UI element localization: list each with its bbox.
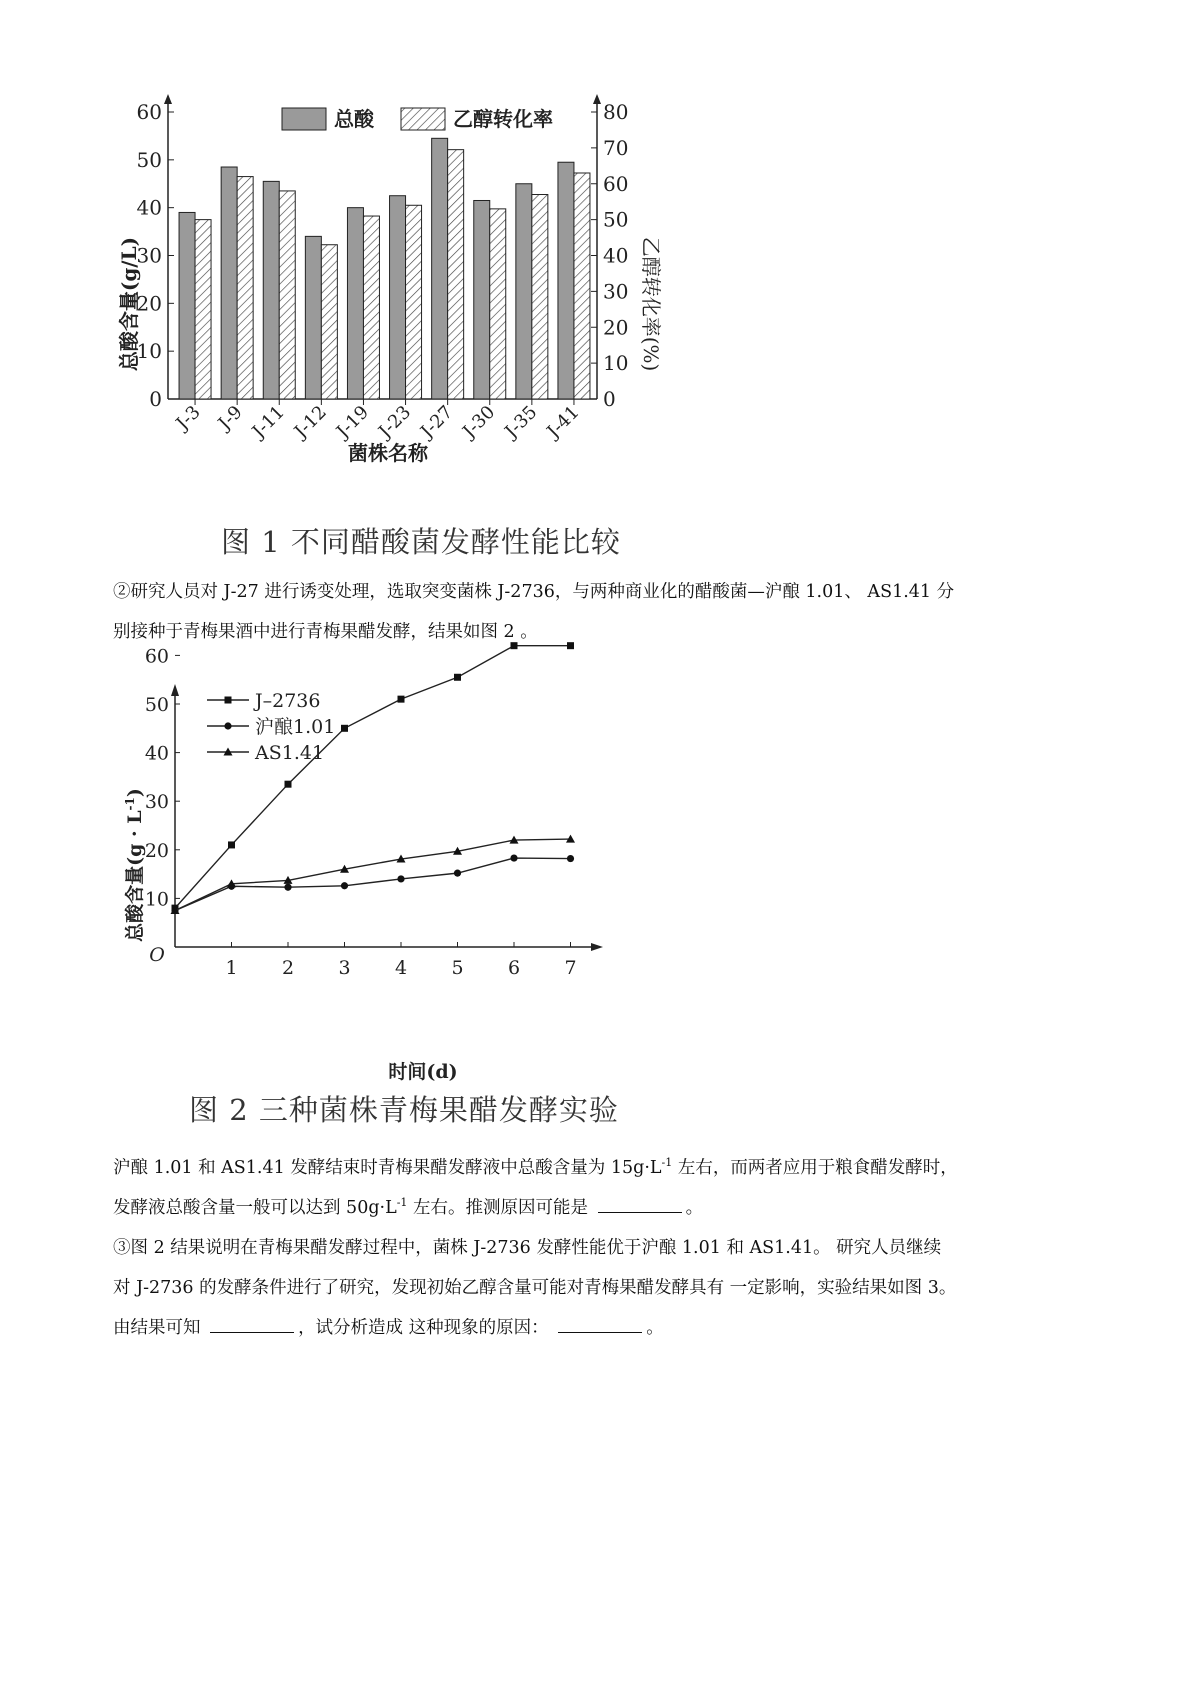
fig1-left-tick-label: 0 <box>149 387 162 411</box>
fig1-bar-total-acid <box>516 184 532 399</box>
figure1-caption: 图 1 不同醋酸菌发酵性能比较 <box>221 525 621 559</box>
fig1-left-tick-label: 20 <box>136 291 162 316</box>
fig2-data-point <box>285 781 292 788</box>
fig2-data-point <box>454 870 461 877</box>
fig2-data-point <box>567 855 574 862</box>
fig1-legend-label-total-acid: 总酸 <box>334 107 374 131</box>
fig1-bar-ethanol-conversion <box>574 173 590 399</box>
fig1-right-tick-label: 10 <box>603 351 629 376</box>
fig1-bar-total-acid <box>347 208 363 399</box>
fig1-right-tick-label: 0 <box>603 387 616 411</box>
paragraph-1 <box>113 572 1093 652</box>
fig1-right-tick-label: 80 <box>603 100 629 124</box>
fig1-bar-total-acid <box>558 162 574 399</box>
fig1-ylabel: 总酸含量(g/L) <box>117 236 141 372</box>
fig1-bar-ethanol-conversion <box>406 205 422 399</box>
fig1-x-tick-label: J-30 <box>458 401 500 443</box>
fig2-legend-label: AS1.41 <box>255 742 325 764</box>
fig2-x-tick-label: 1 <box>225 957 238 979</box>
fig2-origin-label: O <box>149 944 165 966</box>
fig2-x-tick-label: 6 <box>507 957 521 979</box>
fig1-bar-ethanol-conversion <box>532 195 548 399</box>
fig2-data-point <box>284 884 291 891</box>
fig1-bar-ethanol-conversion <box>195 220 211 399</box>
fig1-bar-ethanol-conversion <box>363 216 379 399</box>
fig2-x-tick-label: 4 <box>394 957 408 979</box>
paragraph-2-line-3: ③图 2 结果说明在青梅果醋发酵过程中，菌株 J-2736 发酵性能优于沪酿 1.01 和 AS1.41。 研究人员继续 <box>113 1238 942 1258</box>
fig1-right-tick-label: 70 <box>603 135 629 160</box>
fig2-data-point <box>341 725 348 732</box>
fig2-ylabel: 总酸含量$(g \cdot L^{-1})$ <box>123 788 146 942</box>
answer-blank-2[interactable] <box>210 1316 294 1333</box>
fig1-x-tick-label: J-23 <box>374 401 416 443</box>
fig1-bar-ethanol-conversion <box>237 177 253 399</box>
fig2-x-tick-label: 3 <box>338 957 351 979</box>
fig2-y-tick-label: 20 <box>144 839 169 862</box>
fig2-legend-label: J–2736 <box>255 690 321 712</box>
fig1-x-tick-label: J-12 <box>290 401 331 443</box>
fig1-legend-swatch-total-acid <box>282 108 326 130</box>
fig1-bar-total-acid <box>390 196 406 399</box>
paragraph-1-line-2: 别接种于青梅果酒中进行青梅果醋发酵，结果如图 2 。 <box>113 622 538 642</box>
fig2-y-axis-arrow <box>171 684 179 696</box>
fig1-bar-ethanol-conversion <box>321 245 337 399</box>
fig1-bar-total-acid <box>263 181 279 399</box>
fig1-left-tick-label: 30 <box>136 243 162 268</box>
fig1-left-axis-arrow <box>164 94 172 104</box>
fig2-xlabel: 时间(d) <box>388 1061 458 1083</box>
paragraph-2-line-2: 发酵液总酸含量一般可以达到 $50g\cdot L^{-1}$ 左右。推测原因可能是 。 <box>113 1196 704 1218</box>
fig1-y2label: 乙醇转化率(%) <box>639 236 663 372</box>
fig2-data-point <box>398 696 405 703</box>
paragraph-1-line-1: ②研究人员对 J-27 进行诱变处理，选取突变菌株 J-2736，与两种商业化的醋酸菌—沪酿 1.01、 AS1.41 分 <box>113 582 955 602</box>
fig1-bar-total-acid <box>179 212 195 399</box>
paragraph-2 <box>113 1148 1093 1348</box>
figure2-caption: 图 2 三种菌株青梅果醋发酵实验 <box>189 1093 619 1127</box>
fig1-left-tick-label: 10 <box>136 339 162 364</box>
fig2-x-tick-label: 2 <box>281 957 295 979</box>
fig1-right-tick-label: 50 <box>603 207 629 232</box>
answer-blank-1[interactable] <box>598 1196 682 1213</box>
fig2-x-tick-label: 7 <box>564 957 577 979</box>
fig1-xlabel: 菌株名称 <box>348 441 428 465</box>
fig1-x-tick-label: J-41 <box>543 401 584 443</box>
fig1-x-tick-label: J-3 <box>172 401 205 435</box>
fig1-right-tick-label: 20 <box>603 315 629 340</box>
fig1-bar-ethanol-conversion <box>490 209 506 399</box>
fig2-y-tick-label: 10 <box>144 888 169 911</box>
fig2-data-point <box>511 642 518 649</box>
fig2-data-point <box>397 875 404 882</box>
fig2-series-line <box>175 839 571 910</box>
fig1-right-tick-label: 60 <box>603 171 629 196</box>
fig1-bar-ethanol-conversion <box>279 191 295 399</box>
fig1-bar-total-acid <box>305 236 321 399</box>
fig1-left-tick-label: 40 <box>136 195 162 220</box>
fig1-bar-ethanol-conversion <box>448 150 464 399</box>
fig1-left-tick-label: 50 <box>136 147 162 172</box>
fig2-x-tick-label: 5 <box>451 957 464 979</box>
fig2-data-point <box>228 841 235 848</box>
paragraph-2-line-5: 由结果可知 ，试分析造成 这种现象的原因： 。 <box>113 1318 664 1338</box>
fig1-x-tick-label: J-11 <box>248 401 289 443</box>
fig2-data-point <box>567 642 574 649</box>
fig1-bar-total-acid <box>221 167 237 399</box>
fig1-right-tick-label: 40 <box>603 243 629 268</box>
fig2-y-tick-label: 60 <box>144 645 169 668</box>
fig1-legend <box>282 107 553 131</box>
fig2-y-tick-label: 30 <box>144 791 169 814</box>
fig1-x-tick-label: J-35 <box>500 401 542 443</box>
fig2-data-point <box>341 882 348 889</box>
fig2-legend-label: 沪酿1.01 <box>255 716 336 738</box>
fig2-series-line <box>175 646 571 908</box>
fig2-data-point <box>454 674 461 681</box>
fig2-legend <box>207 690 335 764</box>
fig2-legend-marker <box>224 722 231 729</box>
fig1-left-tick-label: 60 <box>136 100 162 124</box>
fig1-x-tick-label: J-27 <box>416 401 458 443</box>
fig2-y-tick-label: 40 <box>144 742 169 765</box>
paragraph-2-line-4: 对 J-2736 的发酵条件进行了研究，发现初始乙醇含量可能对青梅果醋发酵具有 一定影响，实验结果如图 3。 <box>113 1278 957 1298</box>
fig1-legend-swatch-ethanol <box>401 108 445 130</box>
figure1-bar-chart <box>100 90 700 510</box>
fig2-legend-marker <box>225 697 232 704</box>
fig1-x-tick-label: J-9 <box>214 401 247 435</box>
fig2-data-point <box>510 854 517 861</box>
fig1-right-tick-label: 30 <box>603 279 629 304</box>
figure2-line-chart <box>105 645 675 1090</box>
fig1-x-tick-label: J-19 <box>332 401 373 443</box>
fig1-bar-total-acid <box>474 200 490 399</box>
fig1-right-axis-arrow <box>593 94 601 104</box>
fig1-legend-label-ethanol: 乙醇转化率 <box>453 107 553 131</box>
fig2-x-axis-arrow <box>591 943 603 951</box>
paragraph-2-line-1: 沪酿 1.01 和 AS1.41 发酵结束时青梅果醋发酵液中总酸含量为 $15g\cdot L^{-1}$ 左右，而两者应用于粮食醋发酵时， <box>113 1156 958 1178</box>
fig2-y-tick-label: 50 <box>144 694 169 716</box>
answer-blank-3[interactable] <box>558 1316 642 1333</box>
fig1-bar-total-acid <box>432 138 448 399</box>
